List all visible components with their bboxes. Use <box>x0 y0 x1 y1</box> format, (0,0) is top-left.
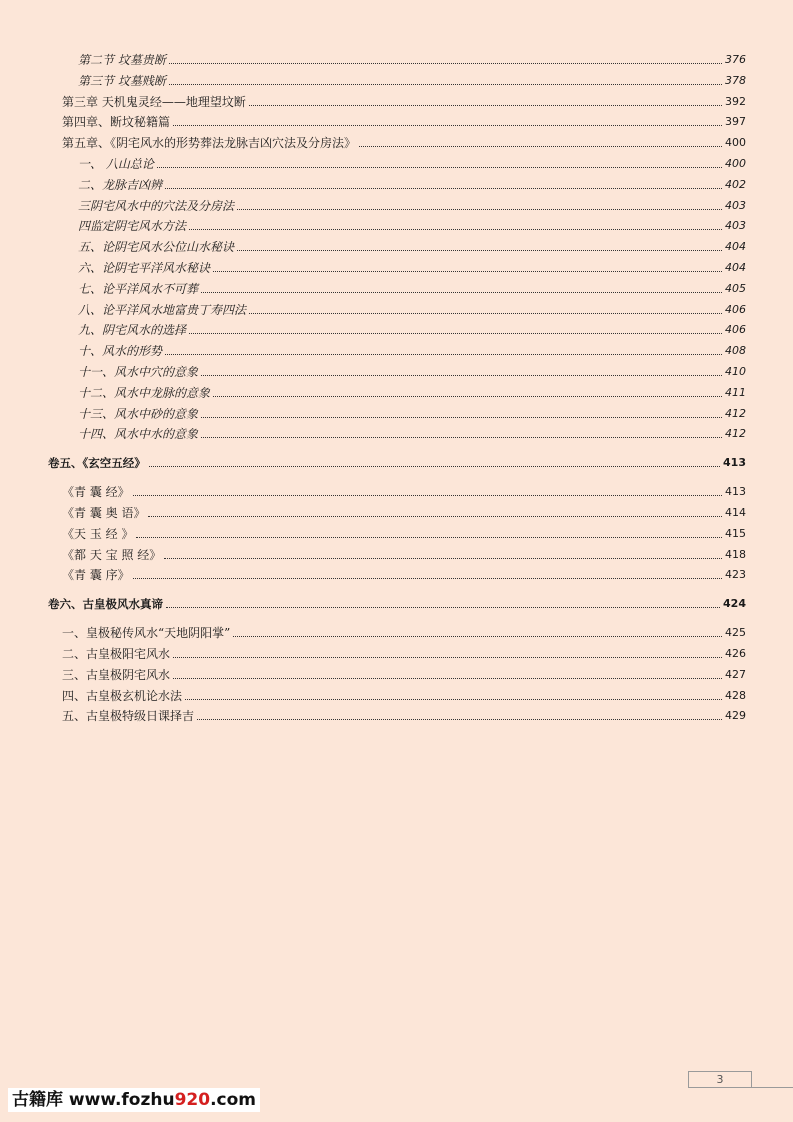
toc-entry-page: 426 <box>725 647 746 660</box>
toc-dot-leader <box>165 353 722 355</box>
toc-dot-leader <box>201 436 722 438</box>
toc-entry-page: 408 <box>725 344 746 357</box>
toc-dot-leader <box>213 270 722 272</box>
toc-entry-page: 413 <box>723 456 746 469</box>
toc-dot-leader <box>169 62 722 64</box>
toc-dot-leader <box>237 208 722 210</box>
toc-entry[interactable] <box>78 405 746 421</box>
toc-entry-title: 第五章、《阴宅风水的形势葬法龙脉吉凶穴法及分房法》 <box>62 136 357 150</box>
toc-entry-title: 卷六、古皇极风水真谛 <box>48 597 163 611</box>
toc-entry-title: 八、论平洋风水地富贵丁寿四法 <box>78 303 247 317</box>
toc-entry-title: 第四章、断坟秘籍篇 <box>62 115 171 129</box>
toc-dot-leader <box>197 718 722 720</box>
toc-entry[interactable] <box>62 566 746 582</box>
toc-entry-title: 五、论阴宅风水公位山水秘诀 <box>78 240 235 254</box>
toc-entry-title: 第三章 天机鬼灵经——地理望坟断 <box>62 95 246 109</box>
toc-entry-page: 404 <box>725 261 746 274</box>
toc-dot-leader <box>189 228 722 230</box>
toc-entry[interactable] <box>62 504 746 520</box>
toc-dot-leader <box>201 291 722 293</box>
toc-dot-leader <box>148 515 722 517</box>
toc-entry-page: 429 <box>725 709 746 722</box>
toc-dot-leader <box>157 166 722 168</box>
toc-entry-title: 一、 八山总论 <box>78 157 154 171</box>
toc-entry[interactable] <box>62 645 746 661</box>
toc-entry[interactable] <box>62 113 746 129</box>
toc-entry-page: 427 <box>725 668 746 681</box>
toc-entry[interactable] <box>78 384 746 400</box>
toc-dot-leader <box>136 536 722 538</box>
toc-entry[interactable] <box>78 72 746 88</box>
toc-entry-page: 424 <box>723 597 746 610</box>
toc-dot-leader <box>233 635 722 637</box>
toc-entry-title: 十三、风水中砂的意象 <box>78 407 199 421</box>
toc-entry-page: 376 <box>725 53 746 66</box>
toc-entry[interactable] <box>78 176 746 192</box>
toc-entry-page: 400 <box>725 157 746 170</box>
toc-entry-title: 六、论阴宅平洋风水秘诀 <box>78 261 211 275</box>
toc-dot-leader <box>173 124 722 126</box>
toc-entry-title: 《青 囊 序》 <box>62 568 130 582</box>
toc-entry-title: 第三节 坟墓贱断 <box>78 74 166 88</box>
toc-dot-leader <box>213 395 722 397</box>
watermark-site-number: 920 <box>174 1090 211 1110</box>
toc-entry[interactable] <box>78 217 746 233</box>
watermark-site-prefix: www.fozhu <box>63 1090 175 1110</box>
toc-entry-page: 404 <box>725 240 746 253</box>
toc-entry[interactable] <box>78 363 746 379</box>
watermark-site-suffix: .com <box>210 1090 257 1110</box>
toc-entry-page: 406 <box>725 303 746 316</box>
toc-entry-title: 三、古皇极阴宅风水 <box>62 668 171 682</box>
toc-entry-title: 十四、风水中水的意象 <box>78 427 199 441</box>
toc-entry[interactable] <box>78 259 746 275</box>
page-number: 3 <box>688 1071 752 1088</box>
toc-entry-page: 411 <box>725 386 746 399</box>
toc-entry-page: 392 <box>725 95 746 108</box>
toc-dot-leader <box>164 557 722 559</box>
toc-entry[interactable] <box>78 321 746 337</box>
toc-dot-leader <box>165 187 722 189</box>
toc-entry[interactable] <box>78 51 746 67</box>
toc-entry-page: 402 <box>725 178 746 191</box>
toc-entry[interactable] <box>62 687 746 703</box>
toc-dot-leader <box>169 83 722 85</box>
toc-entry[interactable] <box>62 624 746 640</box>
toc-entry-title: 三阴宅风水中的穴法及分房法 <box>78 199 235 213</box>
toc-entry[interactable] <box>78 197 746 213</box>
toc-entry-title: 十二、风水中龙脉的意象 <box>78 386 211 400</box>
toc-entry-page: 410 <box>725 365 746 378</box>
toc-entry[interactable] <box>62 525 746 541</box>
toc-entry[interactable] <box>62 546 746 562</box>
toc-entry[interactable] <box>62 134 746 150</box>
toc-dot-leader <box>149 465 720 467</box>
toc-dot-leader <box>201 416 722 418</box>
toc-entry[interactable] <box>62 707 746 723</box>
toc-dot-leader <box>133 494 722 496</box>
toc-entry-page: 414 <box>725 506 746 519</box>
toc-entry-page: 403 <box>725 199 746 212</box>
toc-entry[interactable] <box>62 483 746 499</box>
toc-entry[interactable] <box>78 342 746 358</box>
toc-entry[interactable] <box>78 425 746 441</box>
toc-entry[interactable] <box>48 454 746 470</box>
toc-entry-title: 第二节 坟墓贵断 <box>78 53 166 67</box>
toc-entry-title: 一、皇极秘传风水“天地阴阳掌” <box>62 626 231 640</box>
toc-entry-page: 425 <box>725 626 746 639</box>
toc-entry-page: 378 <box>725 74 746 87</box>
toc-entry-page: 405 <box>725 282 746 295</box>
toc-dot-leader <box>166 606 720 608</box>
toc-dot-leader <box>185 698 722 700</box>
toc-entry[interactable] <box>78 301 746 317</box>
toc-entry[interactable] <box>62 666 746 682</box>
toc-entry-page: 412 <box>725 407 746 420</box>
toc-entry-title: 四、古皇极玄机论水法 <box>62 689 183 703</box>
toc-entry-title: 卷五、《玄空五经》 <box>48 456 146 470</box>
watermark-logo <box>8 1088 260 1112</box>
toc-dot-leader <box>173 677 722 679</box>
toc-entry-title: 十、风水的形势 <box>78 344 163 358</box>
toc-dot-leader <box>133 577 722 579</box>
toc-dot-leader <box>189 332 722 334</box>
toc-entry-page: 423 <box>725 568 746 581</box>
toc-entry-title: 四监定阴宅风水方法 <box>78 219 187 233</box>
toc-entry[interactable] <box>78 155 746 171</box>
toc-entry-title: 《都 天 宝 照 经》 <box>62 548 162 562</box>
toc-entry-title: 五、古皇极特级日课择吉 <box>62 709 195 723</box>
toc-dot-leader <box>237 249 722 251</box>
toc-entry-page: 403 <box>725 219 746 232</box>
toc-entry-page: 406 <box>725 323 746 336</box>
toc-entry-title: 《天 玉 经 》 <box>62 527 134 541</box>
toc-entry-page: 415 <box>725 527 746 540</box>
toc-entry-page: 428 <box>725 689 746 702</box>
toc-entry-title: 《青 囊 经》 <box>62 485 130 499</box>
toc-entry-title: 《青 囊 奥 语》 <box>62 506 146 520</box>
toc-entry-page: 397 <box>725 115 746 128</box>
toc-entry-page: 400 <box>725 136 746 149</box>
toc-dot-leader <box>201 374 722 376</box>
toc-entry-title: 十一、风水中穴的意象 <box>78 365 199 379</box>
watermark-name: 古籍库 <box>12 1090 63 1110</box>
toc-entry-page: 418 <box>725 548 746 561</box>
toc-entry-title: 七、论平洋风水不可葬 <box>78 282 199 296</box>
toc-entry[interactable] <box>62 93 746 109</box>
toc-dot-leader <box>359 145 722 147</box>
toc-dot-leader <box>249 104 722 106</box>
toc-entry[interactable] <box>78 238 746 254</box>
toc-entry-title: 二、龙脉吉凶辨 <box>78 178 163 192</box>
toc-dot-leader <box>173 656 722 658</box>
toc-dot-leader <box>249 312 722 314</box>
toc-entry-page: 413 <box>725 485 746 498</box>
toc-entry[interactable] <box>48 595 746 611</box>
toc-entry-page: 412 <box>725 427 746 440</box>
toc-entry-title: 二、古皇极阳宅风水 <box>62 647 171 661</box>
toc-entry[interactable] <box>78 280 746 296</box>
toc-entry-title: 九、阴宅风水的选择 <box>78 323 187 337</box>
